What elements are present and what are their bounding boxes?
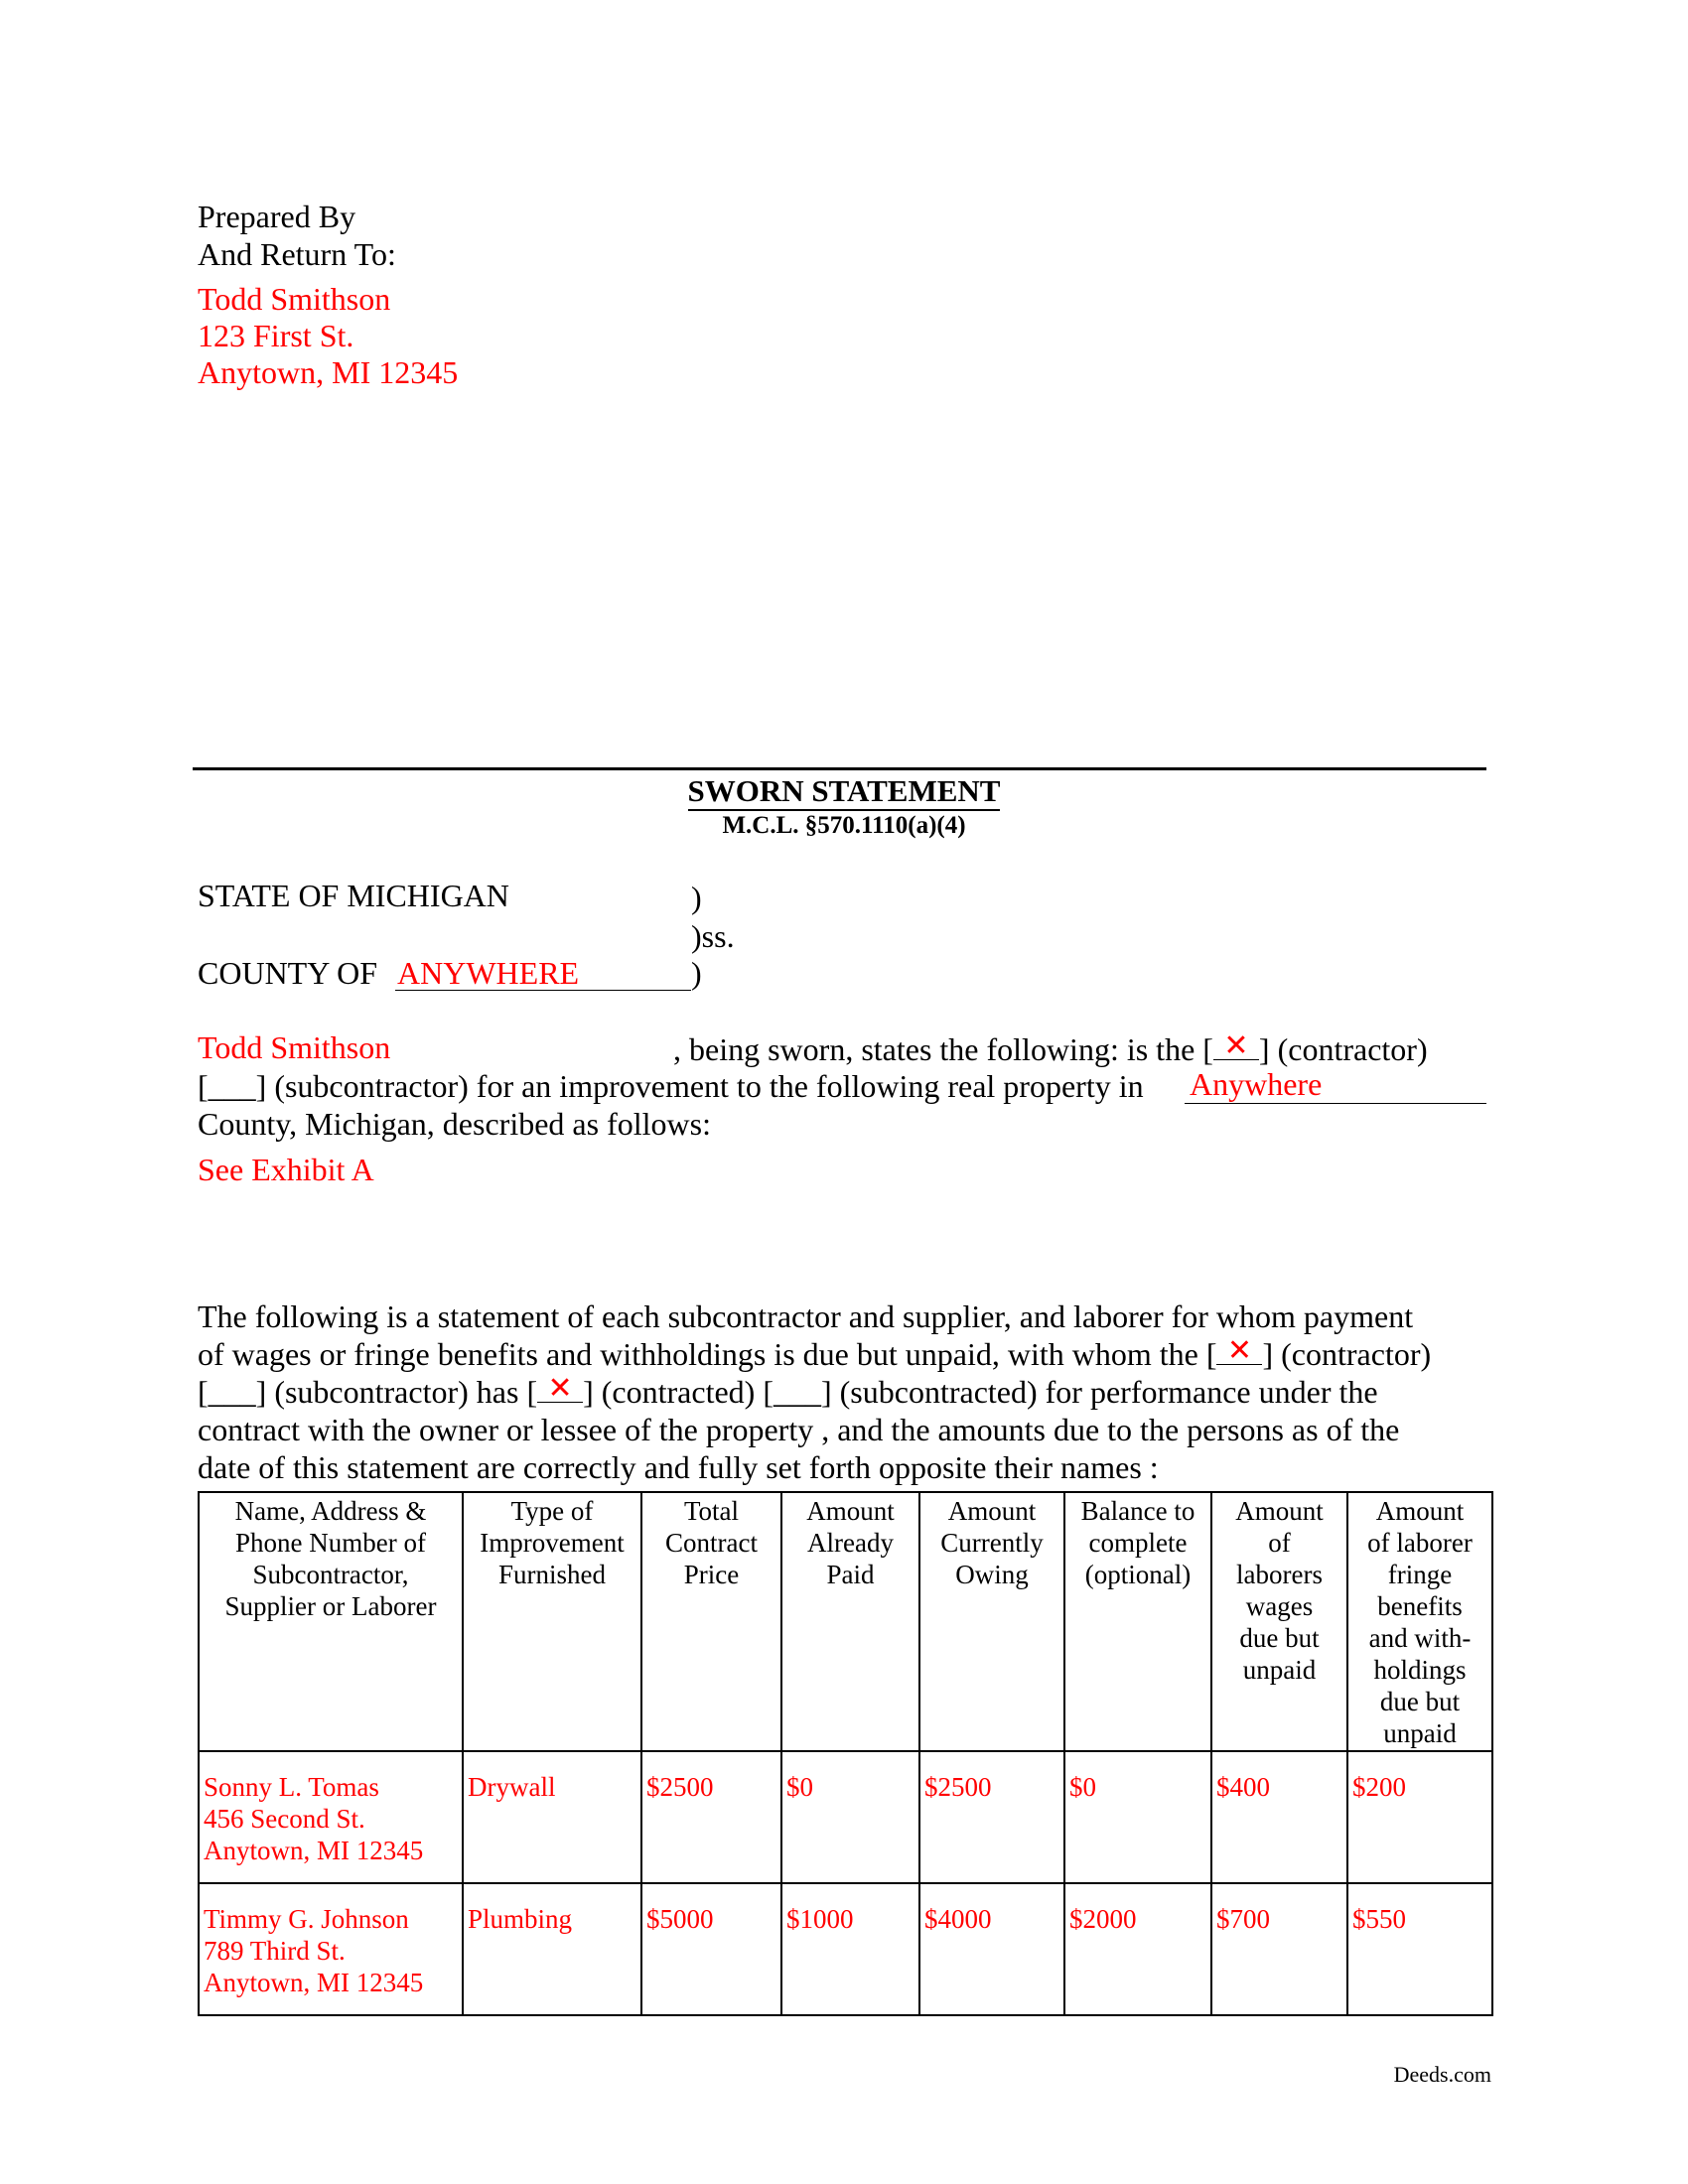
cell-wages: $700 bbox=[1211, 1883, 1347, 2015]
cell-fringe: $200 bbox=[1347, 1751, 1492, 1883]
header-fringe: Amount of laborer fringe benefits and with- holdings due but unpaid bbox=[1347, 1492, 1492, 1751]
x-mark-icon: ✕ bbox=[1223, 1028, 1249, 1063]
preparer-city: Anytown, MI 12345 bbox=[198, 354, 459, 390]
header-wages: Amount of laborers wages due but unpaid bbox=[1211, 1492, 1347, 1751]
contractor-checkbox-2: [ ✕ ] bbox=[1205, 1333, 1274, 1372]
statute-citation: M.C.L. §570.1110(a)(4) bbox=[722, 812, 966, 839]
county-value: ANYWHERE bbox=[397, 955, 580, 991]
affiant-line-1: , being sworn, states the following: is the [ ✕ ] (contractor) bbox=[673, 1028, 1428, 1067]
payments-table bbox=[198, 1491, 1493, 2016]
prepared-by-label: Prepared By bbox=[198, 199, 356, 234]
cell-paid: $0 bbox=[781, 1751, 919, 1883]
cell-balance: $2000 bbox=[1064, 1883, 1211, 2015]
legal-description: See Exhibit A bbox=[198, 1152, 374, 1187]
statement-line-3: [___] (subcontractor) has [ ✕ ] (contracted) [___] (subcontracted) for performance under the bbox=[198, 1371, 1378, 1410]
statement-line-4: contract with the owner or lessee of the property , and the amounts due to the persons as of the bbox=[198, 1412, 1400, 1447]
return-to-label: And Return To: bbox=[198, 236, 396, 272]
table-header-row bbox=[199, 1492, 1492, 1751]
affiant-line-2: [___] (subcontractor) for an improvement to the following real property in bbox=[198, 1068, 1144, 1104]
table-row bbox=[199, 1751, 1492, 1883]
cell-fringe: $550 bbox=[1347, 1883, 1492, 2015]
venue-paren-close: ) bbox=[691, 955, 702, 991]
preparer-name: Todd Smithson bbox=[198, 281, 391, 317]
cell-owing: $4000 bbox=[919, 1883, 1064, 2015]
cell-type: Plumbing bbox=[463, 1883, 641, 2015]
property-county-blank-line bbox=[1185, 1103, 1486, 1104]
statement-line-1: The following is a statement of each subcontractor and supplier, and laborer for whom payment bbox=[198, 1298, 1414, 1334]
property-county-value: Anywhere bbox=[1190, 1066, 1323, 1102]
header-type: Type of Improvement Furnished bbox=[463, 1492, 641, 1751]
statement-line-5: date of this statement are correctly and fully set forth opposite their names : bbox=[198, 1449, 1159, 1485]
cell-name-address: Sonny L. Tomas 456 Second St. Anytown, MI 12345 bbox=[199, 1751, 463, 1883]
header-paid: Amount Already Paid bbox=[781, 1492, 919, 1751]
state-label: STATE OF MICHIGAN bbox=[198, 878, 509, 913]
venue-ss: )ss. bbox=[691, 918, 735, 954]
cell-total: $2500 bbox=[641, 1751, 781, 1883]
cell-name-address: Timmy G. Johnson 789 Third St. Anytown, MI 12345 bbox=[199, 1883, 463, 2015]
cell-paid: $1000 bbox=[781, 1883, 919, 2015]
footer-brand: Deeds.com bbox=[1393, 2062, 1491, 2087]
cell-owing: $2500 bbox=[919, 1751, 1064, 1883]
affiant-name: Todd Smithson bbox=[198, 1029, 391, 1065]
venue-paren-open: ) bbox=[691, 880, 702, 915]
header-balance: Balance to complete (optional) bbox=[1064, 1492, 1211, 1751]
cell-type: Drywall bbox=[463, 1751, 641, 1883]
cell-wages: $400 bbox=[1211, 1751, 1347, 1883]
header-owing: Amount Currently Owing bbox=[919, 1492, 1064, 1751]
recording-area-divider bbox=[193, 767, 1486, 770]
county-blank-line bbox=[395, 990, 691, 991]
affiant-line-3: County, Michigan, described as follows: bbox=[198, 1106, 711, 1142]
cell-total: $5000 bbox=[641, 1883, 781, 2015]
document-title: SWORN STATEMENT bbox=[0, 773, 1688, 809]
header-name: Name, Address & Phone Number of Subcontractor, Supplier or Laborer bbox=[199, 1492, 463, 1751]
header-total: Total Contract Price bbox=[641, 1492, 781, 1751]
x-mark-icon: ✕ bbox=[547, 1371, 573, 1406]
preparer-street: 123 First St. bbox=[198, 318, 354, 353]
contractor-checkbox: [ ✕ ] bbox=[1202, 1028, 1270, 1067]
cell-balance: $0 bbox=[1064, 1751, 1211, 1883]
x-mark-icon: ✕ bbox=[1226, 1333, 1253, 1368]
contracted-checkbox: [ ✕ ] bbox=[526, 1371, 594, 1410]
table-row bbox=[199, 1883, 1492, 2015]
county-label: COUNTY OF bbox=[198, 955, 378, 991]
statement-line-2: of wages or fringe benefits and withholdings is due but unpaid, with whom the [ ✕ ] (contractor) bbox=[198, 1333, 1432, 1372]
